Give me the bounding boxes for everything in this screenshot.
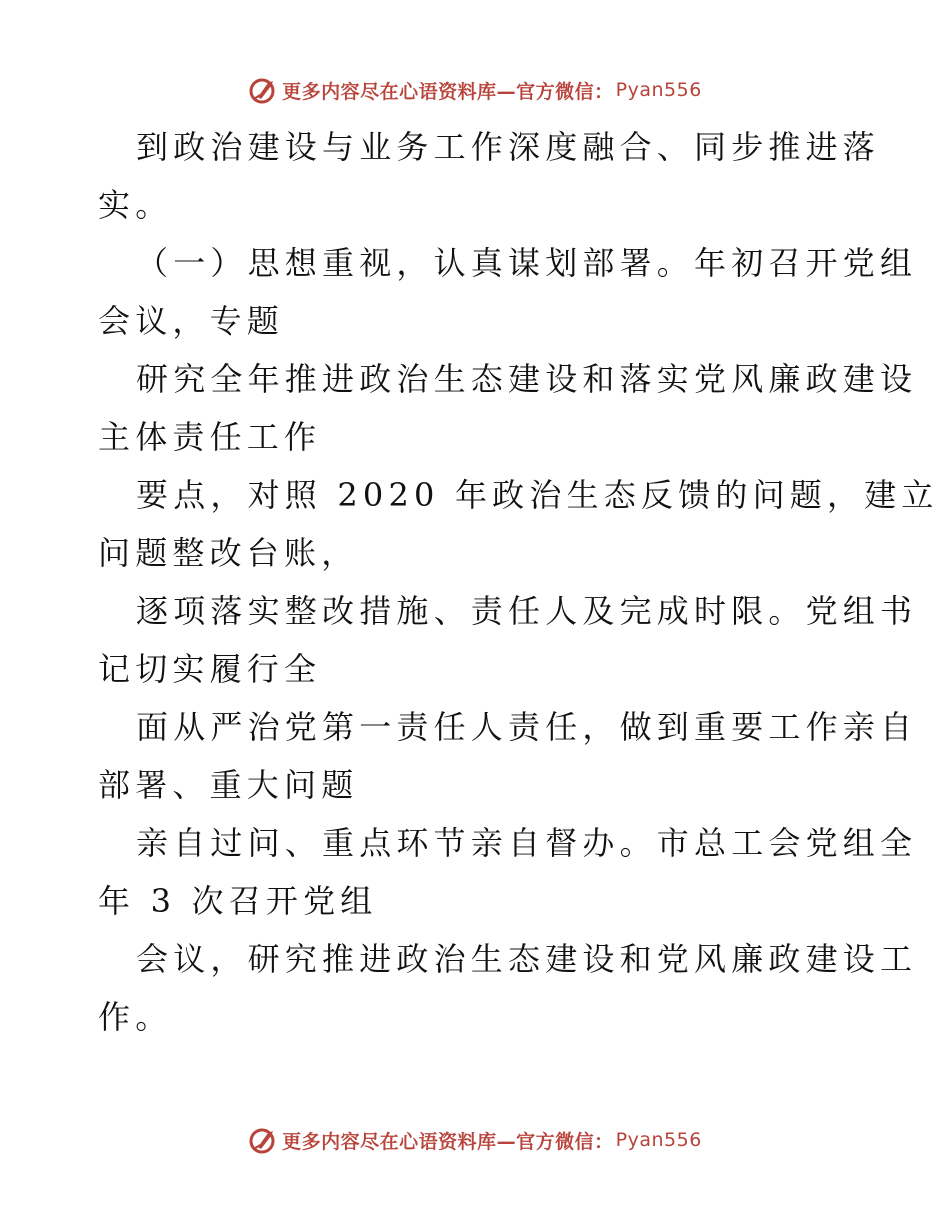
footer-watermark-banner — [0, 1120, 950, 1160]
text-line-11: 面从严治党第一责任人责任，做到重要工作亲自 — [136, 708, 918, 746]
text-line-6: 主体责任工作 — [98, 418, 322, 456]
text-line-9: 逐项落实整改措施、责任人及完成时限。党组书 — [136, 592, 918, 630]
wechat-id: Pyan556 — [615, 79, 702, 101]
watermark-content — [248, 1125, 702, 1155]
text-line-15: 会议，研究推进政治生态建设和党风廉政建设工 — [136, 940, 918, 978]
text-line-2: 实。 — [98, 186, 173, 224]
watermark-content — [248, 75, 702, 105]
watermark-text: 更多内容尽在心语资料库—官方微信： — [282, 80, 614, 103]
text-line-12: 部署、重大问题 — [98, 766, 359, 804]
text-line-7: 要点，对照 2020 年政治生态反馈的问题，建立 — [136, 476, 939, 514]
wechat-id: Pyan556 — [615, 1129, 702, 1151]
pen-nib-logo-icon — [248, 75, 278, 105]
text-line-8: 问题整改台账， — [98, 534, 359, 572]
watermark-text: 更多内容尽在心语资料库—官方微信： — [282, 1130, 614, 1153]
text-line-16: 作。 — [98, 998, 173, 1036]
text-line-5: 研究全年推进政治生态建设和落实党风廉政建设 — [136, 360, 918, 398]
text-line-4: 会议，专题 — [98, 302, 285, 340]
text-line-13: 亲自过问、重点环节亲自督办。市总工会党组全 — [136, 824, 918, 862]
text-line-14: 年 3 次召开党组 — [98, 882, 378, 920]
pen-nib-logo-icon — [248, 1125, 278, 1155]
header-watermark-banner — [0, 70, 950, 110]
text-line-10: 记切实履行全 — [98, 650, 322, 688]
text-line-3: （一）思想重视，认真谋划部署。年初召开党组 — [136, 244, 918, 282]
document-body — [98, 118, 939, 1046]
text-line-1: 到政治建设与业务工作深度融合、同步推进落 — [136, 128, 881, 166]
